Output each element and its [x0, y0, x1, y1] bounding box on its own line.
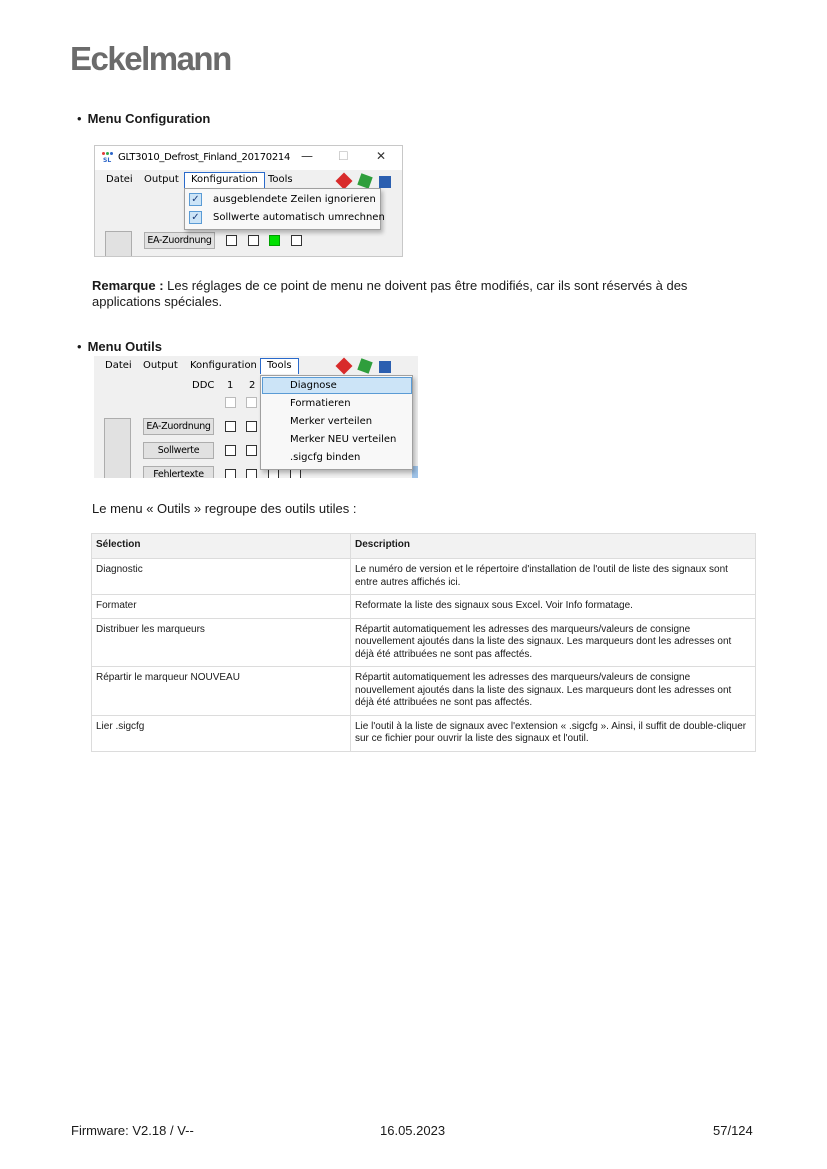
- column-header-description: Description: [351, 534, 756, 559]
- checkbox[interactable]: [225, 397, 236, 408]
- konfiguration-dropdown: [184, 188, 385, 230]
- close-icon[interactable]: ✕: [376, 149, 387, 163]
- tools-dropdown: [260, 375, 413, 470]
- grey-panel: [105, 231, 132, 257]
- checkbox-checked[interactable]: [269, 235, 280, 246]
- dropdown-item-label: ausgeblendete Zeilen ignorieren: [213, 194, 376, 205]
- checkbox[interactable]: [225, 445, 236, 456]
- dropdown-item-label: Merker NEU verteilen: [290, 434, 397, 445]
- description-cell: Lie l'outil à la liste de signaux avec l'extension « .sigcfg ». Ainsi, il suffit de double-cliquer sur ce fichier pour ouvrir la liste des signaux et l'outil.: [351, 715, 756, 751]
- selection-cell: Diagnostic: [92, 559, 351, 595]
- bullet-icon: •: [77, 111, 82, 126]
- check-icon: ✓: [189, 211, 202, 224]
- selection-cell: Lier .sigcfg: [92, 715, 351, 751]
- section-title-text: Menu Configuration: [87, 111, 211, 126]
- footer-firmware: Firmware: V2.18 / V--: [71, 1123, 194, 1138]
- menu-datei[interactable]: Datei: [105, 360, 132, 371]
- dropdown-item-merker-verteilen[interactable]: [262, 413, 412, 430]
- checkbox[interactable]: [268, 469, 279, 478]
- dropdown-item-label: Formatieren: [290, 398, 351, 409]
- checkbox[interactable]: [246, 469, 257, 478]
- menu-tools[interactable]: Tools: [268, 174, 293, 185]
- window-title: GLT3010_Defrost_Finland_20170214: [118, 152, 291, 163]
- fehlertexte-button[interactable]: Fehlertexte: [143, 466, 214, 478]
- dropdown-item[interactable]: [185, 209, 385, 227]
- section-title-outils: [77, 339, 162, 354]
- dropdown-item[interactable]: [185, 191, 380, 209]
- checkbox[interactable]: [291, 235, 302, 246]
- description-cell: Répartit automatiquement les adresses des marqueurs/valeurs de consigne nouvellement ajoutés dans la liste des signaux. Les marqueurs dont les adresses ont déjà été attribuées ne sont pas affectés.: [351, 667, 756, 716]
- column-header-selection: Sélection: [92, 534, 351, 559]
- tools-intro: Le menu « Outils » regroupe des outils utiles :: [92, 501, 357, 516]
- blue-toolbar-icon[interactable]: [379, 176, 391, 188]
- remark-text: Les réglages de ce point de menu ne doivent pas être modifiés, car ils sont réservés à des applications spéciales.: [92, 278, 688, 309]
- dropdown-item-formatieren[interactable]: [262, 395, 412, 412]
- menu-datei[interactable]: Datei: [106, 174, 133, 185]
- table-row: [92, 715, 756, 751]
- app-icon: SL: [102, 152, 114, 164]
- minimize-icon[interactable]: —: [301, 149, 313, 163]
- checkbox[interactable]: [225, 469, 236, 478]
- table-row: [92, 595, 756, 619]
- footer-date: 16.05.2023: [380, 1123, 446, 1138]
- table-row: [92, 618, 756, 667]
- selection-cell: Formater: [92, 595, 351, 619]
- section-title-configuration: [77, 111, 210, 126]
- tools-table: [91, 533, 756, 752]
- blue-toolbar-icon[interactable]: [379, 361, 391, 373]
- ddc-label: DDC: [192, 380, 215, 391]
- checkbox[interactable]: [226, 235, 237, 246]
- sollwerte-button[interactable]: Sollwerte: [143, 442, 214, 459]
- footer-page-number: 57/124: [713, 1123, 753, 1138]
- ddc-number: 1: [227, 380, 234, 391]
- remark-paragraph: [92, 278, 742, 310]
- checkbox[interactable]: [246, 421, 257, 432]
- grey-panel: [104, 418, 131, 478]
- menu-output[interactable]: Output: [144, 174, 179, 185]
- dropdown-item-label: Sollwerte automatisch umrechnen: [213, 212, 385, 223]
- menu-konfiguration[interactable]: Konfiguration: [190, 360, 257, 371]
- ddc-number: 2: [249, 380, 256, 391]
- dropdown-item-label: Diagnose: [290, 380, 337, 391]
- screenshot-configuration-menu: [94, 145, 403, 257]
- remark-label: Remarque :: [92, 278, 164, 293]
- screenshot-tools-menu: [94, 356, 418, 478]
- ea-zuordnung-button[interactable]: EA-Zuordnung: [144, 232, 215, 249]
- table-header-row: [92, 534, 756, 559]
- menu-tools[interactable]: Tools: [260, 358, 299, 374]
- checkbox[interactable]: [225, 421, 236, 432]
- selection-cell: Répartir le marqueur NOUVEAU: [92, 667, 351, 716]
- menu-bar: [95, 172, 403, 188]
- description-cell: Le numéro de version et le répertoire d'installation de l'outil de liste des signaux sont entre autres affichés ici.: [351, 559, 756, 595]
- checkbox[interactable]: [290, 469, 301, 478]
- bullet-icon: •: [77, 339, 82, 354]
- dropdown-item-sigcfg-binden[interactable]: [262, 449, 412, 466]
- checkbox[interactable]: [248, 235, 259, 246]
- selection-cell: Distribuer les marqueurs: [92, 618, 351, 667]
- menu-output[interactable]: Output: [143, 360, 178, 371]
- description-cell: Reformate la liste des signaux sous Excel. Voir Info formatage.: [351, 595, 756, 619]
- checkbox[interactable]: [246, 445, 257, 456]
- table-row: [92, 667, 756, 716]
- checkbox[interactable]: [246, 397, 257, 408]
- dropdown-item-merker-neu-verteilen[interactable]: [262, 431, 412, 448]
- dropdown-item-label: Merker verteilen: [290, 416, 373, 427]
- dropdown-item-diagnose[interactable]: [262, 377, 412, 394]
- check-icon: ✓: [189, 193, 202, 206]
- dropdown-item-label: .sigcfg binden: [290, 452, 361, 463]
- description-cell: Répartit automatiquement les adresses des marqueurs/valeurs de consigne nouvellement ajoutés dans la liste des signaux. Les marqueurs dont les adresses ont déjà été attribuées ne sont pas affectés.: [351, 618, 756, 667]
- ea-zuordnung-button[interactable]: EA-Zuordnung: [143, 418, 214, 435]
- maximize-icon[interactable]: ☐: [338, 149, 349, 163]
- menu-konfiguration[interactable]: Konfiguration: [184, 172, 265, 188]
- eckelmann-logo: Eckelmann: [70, 40, 231, 77]
- window-titlebar: [95, 146, 402, 170]
- table-row: [92, 559, 756, 595]
- section-title-text: Menu Outils: [87, 339, 162, 354]
